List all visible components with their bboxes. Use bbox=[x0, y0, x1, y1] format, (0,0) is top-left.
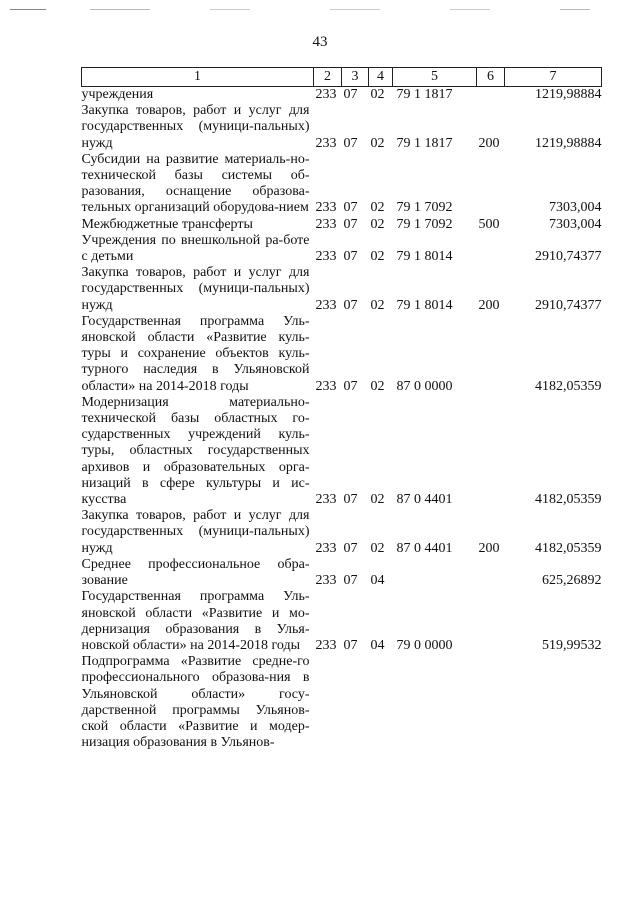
header-col-1: 1 bbox=[82, 68, 314, 87]
row-expense-type-code bbox=[477, 152, 505, 217]
table-row bbox=[82, 217, 602, 233]
table-row bbox=[82, 557, 602, 589]
row-admin-code: 233 bbox=[315, 200, 337, 216]
row-amount: 7303,004 bbox=[549, 200, 602, 216]
row-target-code: 79 1 7092 bbox=[396, 216, 453, 232]
row-subsection-code: 02 bbox=[370, 216, 385, 232]
row-subsection-code: 02 bbox=[370, 540, 385, 556]
row-subsection-code bbox=[369, 654, 393, 751]
row-subsection-code: 02 bbox=[370, 135, 385, 151]
row-section-code: 07 bbox=[343, 87, 358, 102]
row-expense-type-code bbox=[477, 233, 505, 265]
row-section-code: 07 bbox=[343, 297, 358, 313]
budget-table bbox=[81, 67, 602, 751]
row-section-code: 07 bbox=[343, 573, 358, 589]
header-col-5: 5 bbox=[393, 68, 477, 87]
row-amount: 519,99532 bbox=[542, 637, 602, 653]
row-section-code: 07 bbox=[343, 540, 358, 556]
row-target-code: 79 0 0000 bbox=[396, 637, 453, 653]
row-section-code: 07 bbox=[343, 492, 358, 508]
row-name: Межбюджетные трансферты bbox=[81, 216, 253, 232]
row-expense-type-code: 200 bbox=[478, 540, 500, 556]
table-row bbox=[82, 314, 602, 395]
row-amount: 4182,05359 bbox=[535, 492, 602, 508]
page-number: 43 bbox=[312, 34, 328, 50]
table-row bbox=[82, 589, 602, 654]
row-amount: 2910,74377 bbox=[535, 249, 602, 265]
row-expense-type-code: 200 bbox=[478, 297, 500, 313]
row-name: Закупка товаров, работ и услуг для государственных (муници-пальных) нужд bbox=[81, 265, 310, 313]
row-amount: 1219,98884 bbox=[535, 135, 602, 151]
row-section-code: 07 bbox=[343, 637, 358, 653]
row-section-code: 07 bbox=[343, 200, 358, 216]
row-subsection-code: 04 bbox=[370, 573, 385, 589]
row-target-code bbox=[393, 557, 477, 589]
row-section-code: 07 bbox=[343, 216, 358, 232]
row-section-code: 07 bbox=[343, 135, 358, 151]
table-row bbox=[82, 233, 602, 265]
row-name: Государственная программа Уль-яновской области «Развитие куль-туры и сохранение объектов куль-турного наследия в Ульяновской области» на 2014-2018 годы bbox=[81, 313, 310, 394]
row-amount: 7303,004 bbox=[549, 216, 602, 232]
row-admin-code: 233 bbox=[315, 540, 337, 556]
row-target-code: 79 1 8014 bbox=[396, 249, 453, 265]
header-col-7: 7 bbox=[505, 68, 602, 87]
row-admin-code bbox=[314, 654, 342, 751]
table-header-row bbox=[82, 68, 602, 87]
row-admin-code: 233 bbox=[315, 492, 337, 508]
row-target-code: 87 0 0000 bbox=[396, 378, 453, 394]
row-name: Модернизация материально-технической базы областных го-сударственных учреждений куль-туры, областных государственных архивов и образовательных орга-низаций в сфере культуры и ис-кусства bbox=[81, 394, 310, 508]
row-admin-code: 233 bbox=[315, 216, 337, 232]
header-col-2: 2 bbox=[314, 68, 342, 87]
row-admin-code: 233 bbox=[315, 249, 337, 265]
row-name: Субсидии на развитие материаль-но-технической базы системы об-разования, оснащение образова-тельных организаций оборудова-нием bbox=[81, 151, 310, 216]
row-admin-code: 233 bbox=[315, 87, 337, 102]
row-subsection-code: 02 bbox=[370, 492, 385, 508]
row-target-code: 79 1 8014 bbox=[396, 297, 453, 313]
row-name: Среднее профессиональное обра-зование bbox=[81, 556, 310, 589]
table-row bbox=[82, 265, 602, 314]
row-name: Учреждения по внешкольной ра-боте с детьми bbox=[81, 232, 310, 265]
row-amount: 4182,05359 bbox=[535, 540, 602, 556]
row-name: Государственная программа Уль-яновской области «Развитие и мо-дернизация образования в Улья-новской области» на 2014-2018 годы bbox=[81, 589, 310, 653]
table-row bbox=[82, 395, 602, 508]
row-name: Закупка товаров, работ и услуг для государственных (муници-пальных) нужд bbox=[81, 508, 310, 556]
row-target-code: 87 0 4401 bbox=[396, 540, 453, 556]
row-name: учреждения bbox=[81, 87, 154, 102]
row-subsection-code: 04 bbox=[370, 637, 385, 653]
row-section-code: 07 bbox=[343, 378, 358, 394]
row-expense-type-code bbox=[477, 654, 505, 751]
row-expense-type-code bbox=[477, 87, 505, 104]
scan-header-marks bbox=[0, 5, 640, 15]
row-admin-code: 233 bbox=[315, 297, 337, 313]
header-col-4: 4 bbox=[369, 68, 393, 87]
row-expense-type-code bbox=[477, 314, 505, 395]
row-target-code bbox=[393, 654, 477, 751]
row-admin-code: 233 bbox=[315, 573, 337, 589]
row-section-code: 07 bbox=[343, 249, 358, 265]
row-admin-code: 233 bbox=[315, 637, 337, 653]
row-expense-type-code bbox=[477, 395, 505, 508]
table-row bbox=[82, 103, 602, 152]
row-amount: 1219,98884 bbox=[535, 87, 602, 102]
row-admin-code: 233 bbox=[315, 378, 337, 394]
row-amount: 625,26892 bbox=[542, 573, 602, 589]
row-subsection-code: 02 bbox=[370, 297, 385, 313]
row-subsection-code: 02 bbox=[370, 378, 385, 394]
row-expense-type-code: 200 bbox=[478, 135, 500, 151]
table-row bbox=[82, 508, 602, 557]
row-target-code: 87 0 4401 bbox=[396, 492, 453, 508]
row-expense-type-code bbox=[477, 557, 505, 589]
header-col-3: 3 bbox=[342, 68, 369, 87]
row-target-code: 79 1 7092 bbox=[396, 200, 453, 216]
row-expense-type-code bbox=[477, 589, 505, 654]
row-name: Подпрограмма «Развитие средне-го профессионального образова-ния в Ульяновской области» госу-дарственной программы Ульянов-ской области «Развитие и модер-низация образования в Ульянов- bbox=[81, 654, 310, 751]
table-row bbox=[82, 87, 602, 104]
row-name: Закупка товаров, работ и услуг для государственных (муници-пальных) нужд bbox=[81, 103, 310, 151]
row-target-code: 79 1 1817 bbox=[396, 87, 453, 102]
row-admin-code: 233 bbox=[315, 135, 337, 151]
table-row bbox=[82, 152, 602, 217]
header-col-6: 6 bbox=[477, 68, 505, 87]
table-row bbox=[82, 654, 602, 751]
row-subsection-code: 02 bbox=[370, 87, 385, 102]
row-target-code: 79 1 1817 bbox=[396, 135, 453, 151]
row-amount: 4182,05359 bbox=[535, 378, 602, 394]
row-amount bbox=[505, 654, 602, 751]
row-section-code bbox=[342, 654, 369, 751]
row-amount: 2910,74377 bbox=[535, 297, 602, 313]
row-expense-type-code: 500 bbox=[478, 216, 500, 232]
row-subsection-code: 02 bbox=[370, 200, 385, 216]
row-subsection-code: 02 bbox=[370, 249, 385, 265]
